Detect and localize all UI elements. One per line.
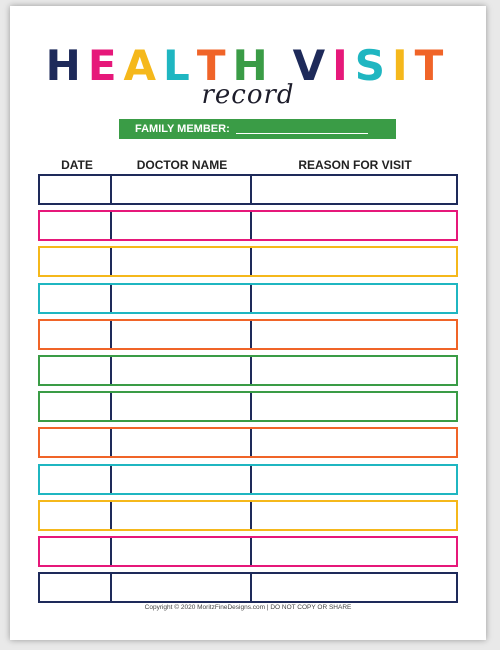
reason-cell[interactable] (252, 429, 456, 456)
reason-cell[interactable] (252, 502, 456, 529)
reason-cell[interactable] (252, 393, 456, 420)
table-row (38, 500, 458, 531)
title-letter: A (123, 41, 164, 90)
date-cell[interactable] (40, 574, 112, 601)
date-cell[interactable] (40, 502, 112, 529)
reason-cell[interactable] (252, 574, 456, 601)
title-letter: T (414, 41, 451, 90)
table-row (38, 464, 458, 495)
date-cell[interactable] (40, 321, 112, 348)
title-letter: T (196, 41, 233, 90)
table-row (38, 536, 458, 567)
table-row (38, 246, 458, 277)
doctor-name-cell[interactable] (112, 393, 252, 420)
header-doctor-name: DOCTOR NAME (136, 158, 228, 172)
reason-cell[interactable] (252, 466, 456, 493)
table-row (38, 210, 458, 241)
doctor-name-cell[interactable] (112, 321, 252, 348)
reason-cell[interactable] (252, 212, 456, 239)
date-cell[interactable] (40, 357, 112, 384)
date-cell[interactable] (40, 176, 112, 203)
table-row (38, 355, 458, 386)
reason-cell[interactable] (252, 285, 456, 312)
doctor-name-cell[interactable] (112, 212, 252, 239)
script-subtitle: record (201, 80, 295, 110)
header-date: DATE (61, 158, 93, 172)
reason-cell[interactable] (252, 538, 456, 565)
doctor-name-cell[interactable] (112, 466, 252, 493)
reason-cell[interactable] (252, 357, 456, 384)
date-cell[interactable] (40, 429, 112, 456)
date-cell[interactable] (40, 393, 112, 420)
table-row (38, 174, 458, 205)
doctor-name-cell[interactable] (112, 248, 252, 275)
copyright-footer: Copyright © 2020 MoritzFineDesigns.com | DO NOT COPY OR SHARE (144, 604, 352, 611)
doctor-name-cell[interactable] (112, 538, 252, 565)
family-member-line[interactable] (236, 124, 368, 134)
reason-cell[interactable] (252, 176, 456, 203)
printable-page (10, 6, 486, 640)
table-row (38, 572, 458, 603)
title-letter: L (163, 41, 197, 90)
doctor-name-cell[interactable] (112, 574, 252, 601)
date-cell[interactable] (40, 466, 112, 493)
doctor-name-cell[interactable] (112, 429, 252, 456)
title-letter: S (354, 41, 393, 90)
doctor-name-cell[interactable] (112, 357, 252, 384)
header-reason-for-visit: REASON FOR VISIT (298, 158, 412, 172)
table-row (38, 391, 458, 422)
family-member-bar (119, 119, 396, 139)
title-letter: I (332, 41, 355, 90)
title-letter: V (292, 41, 333, 90)
doctor-name-cell[interactable] (112, 285, 252, 312)
table-row (38, 427, 458, 458)
title-letter: H (45, 41, 88, 90)
doctor-name-cell[interactable] (112, 502, 252, 529)
title-letter: E (87, 41, 124, 90)
table-row (38, 283, 458, 314)
date-cell[interactable] (40, 248, 112, 275)
date-cell[interactable] (40, 212, 112, 239)
doctor-name-cell[interactable] (112, 176, 252, 203)
title-letter: H (232, 41, 275, 90)
reason-cell[interactable] (252, 248, 456, 275)
reason-cell[interactable] (252, 321, 456, 348)
table-row (38, 319, 458, 350)
date-cell[interactable] (40, 538, 112, 565)
title-letter: I (392, 41, 415, 90)
family-member-label: FAMILY MEMBER: (135, 123, 230, 135)
date-cell[interactable] (40, 285, 112, 312)
